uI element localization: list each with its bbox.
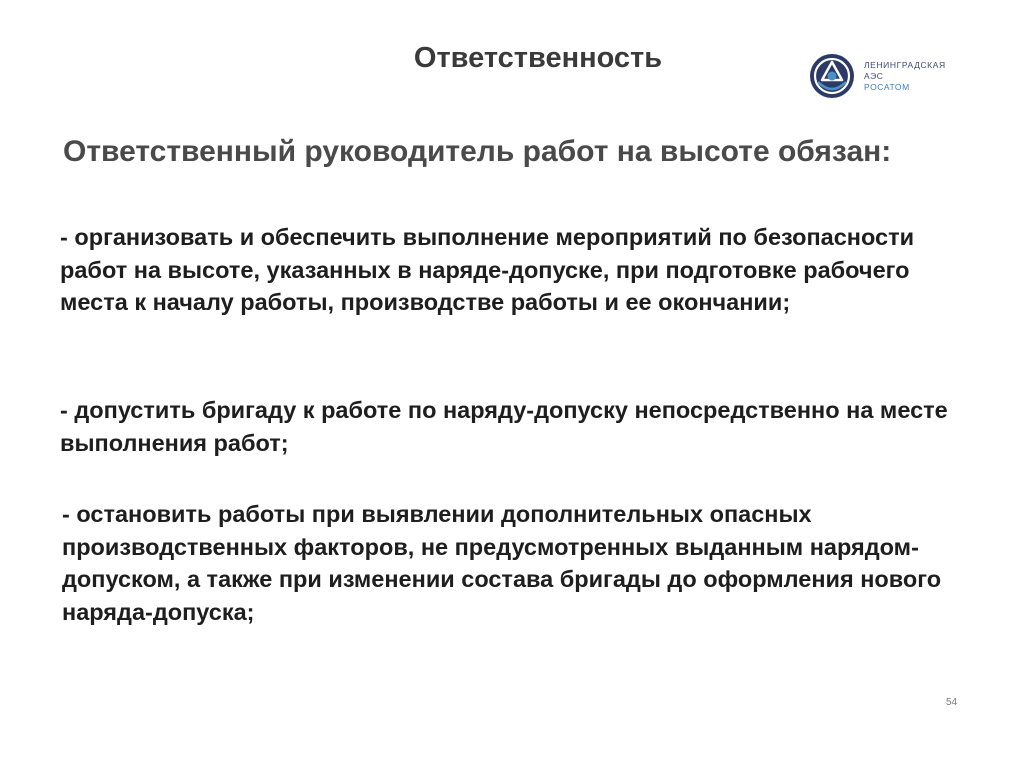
logo-line-1: ЛЕНИНГРАДСКАЯ (864, 59, 946, 70)
subheading: Ответственный руководитель работ на высоте обязан: (63, 135, 892, 168)
duty-paragraph-3: - остановить работы при выявлении дополнительных опасных производственных факторов, не предусмотренных выданным нарядом-допуском, а также при изменении состава бригады до оформления нового наряда-допуска; (62, 501, 942, 625)
page-number: 54 (946, 697, 958, 708)
duty-paragraph-2: - допустить бригаду к работе по наряду-допуску непосредственно на месте выполнения работ; (60, 397, 948, 456)
logo-line-3: РОСАТОМ (864, 81, 910, 92)
logo-line-2: АЭС (864, 70, 884, 81)
company-logo (808, 52, 968, 100)
logo-text (864, 60, 946, 93)
duty-paragraph-1: - организовать и обеспечить выполнение мероприятий по безопасности работ на высоте, указанных в наряде-допуске, при подготовке рабочего места к началу работы, производстве работы и ее окончании; (60, 224, 915, 315)
rosatom-atom-logo-icon (808, 52, 856, 100)
slide-title: Ответственность (413, 42, 663, 74)
